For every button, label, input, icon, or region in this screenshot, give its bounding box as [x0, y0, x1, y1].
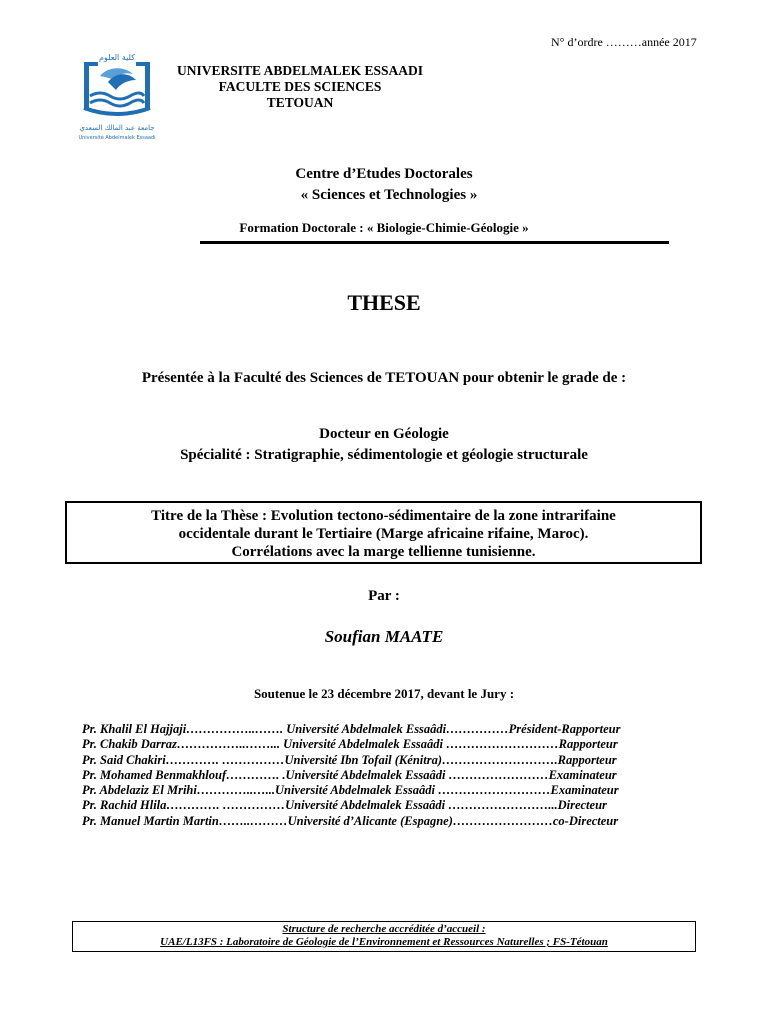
research-structure-heading: Structure de recherche accréditée d’accueil : [282, 923, 486, 935]
doctoral-formation: Formation Doctorale : « Biologie-Chimie-Géologie » [239, 220, 529, 235]
author-name: Soufian MAATE [324, 627, 444, 646]
by-label: Par : [368, 588, 400, 604]
thesis-title-box [65, 501, 702, 564]
degree-block [0, 424, 768, 466]
research-lab: UAE/L13FS : Laboratoire de Géologie de l’Environnement et Ressources Naturelles ; FS-Tétouan [160, 936, 608, 948]
doctoral-center-line2: « Sciences et Technologies » [300, 187, 478, 203]
research-structure-box [72, 921, 696, 952]
jury-list [82, 722, 722, 829]
doctoral-center-line1: Centre d’Etudes Doctorales [295, 166, 473, 182]
jury-member: Pr. Said Chakiri…………. ……………Université Ibn Tofail (Kénitra)……………………….Rapporteur [82, 752, 617, 767]
university-logo [78, 50, 156, 142]
jury-member: Pr. Abdelaziz El Mrihi…………..…...Université Abdelmalek Essaâdi ………………………Examinateur [82, 783, 619, 798]
svg-text:كلية العلوم: كلية العلوم [99, 53, 135, 62]
svg-text:جامعة عبد المالك السعدي: جامعة عبد المالك السعدي [79, 124, 155, 132]
faculty-name: FACULTE DES SCIENCES [218, 79, 382, 94]
doctoral-center [0, 164, 768, 206]
thesis-title-line3: Corrélations avec la marge tellienne tunisienne. [231, 544, 536, 560]
presented-line: Présentée à la Faculté des Sciences de TETOUAN pour obtenir le grade de : [141, 370, 627, 386]
order-number: N° d’ordre ………année 2017 [551, 35, 697, 49]
specialty: Spécialité : Stratigraphie, sédimentologie et géologie structurale [180, 447, 588, 463]
defense-date: Soutenue le 23 décembre 2017, devant le Jury : [253, 686, 515, 701]
university-header [160, 63, 440, 111]
thesis-title-line2: occidentale durant le Tertiaire (Marge africaine rifaine, Maroc). [178, 526, 589, 542]
thesis-title-line1: Titre de la Thèse : Evolution tectono-sédimentaire de la zone intrarifaine [151, 508, 616, 524]
svg-text:Université Abdelmalek Essaadi: Université Abdelmalek Essaadi [78, 135, 156, 141]
jury-member: Pr. Khalil El Hajjaji……………..……. Université Abdelmalek Essaâdi……………Président-Rapporteur [82, 722, 621, 736]
degree-title: Docteur en Géologie [319, 426, 449, 442]
city-name: TETOUAN [266, 95, 334, 110]
jury-member: Pr. Chakib Darraz……………..……... Université Abdelmalek Essaâdi ………………………Rapporteur [82, 737, 618, 752]
university-name: UNIVERSITE ABDELMALEK ESSAADI [176, 63, 424, 78]
jury-member: Pr. Manuel Martin Martin……..………Université d’Alicante (Espagne)……………………co-Directeur [82, 813, 619, 828]
separator-rule [200, 241, 669, 244]
jury-member: Pr. Mohamed Benmakhlouf…………. .Université Abdelmalek Essaâdi ……………………Examinateur [82, 767, 617, 782]
jury-member: Pr. Rachid Hlila…………. ……………Université Abdelmalek Essaâdi ……………………...Directeur [82, 798, 607, 813]
thesis-heading: THESE [347, 290, 421, 315]
